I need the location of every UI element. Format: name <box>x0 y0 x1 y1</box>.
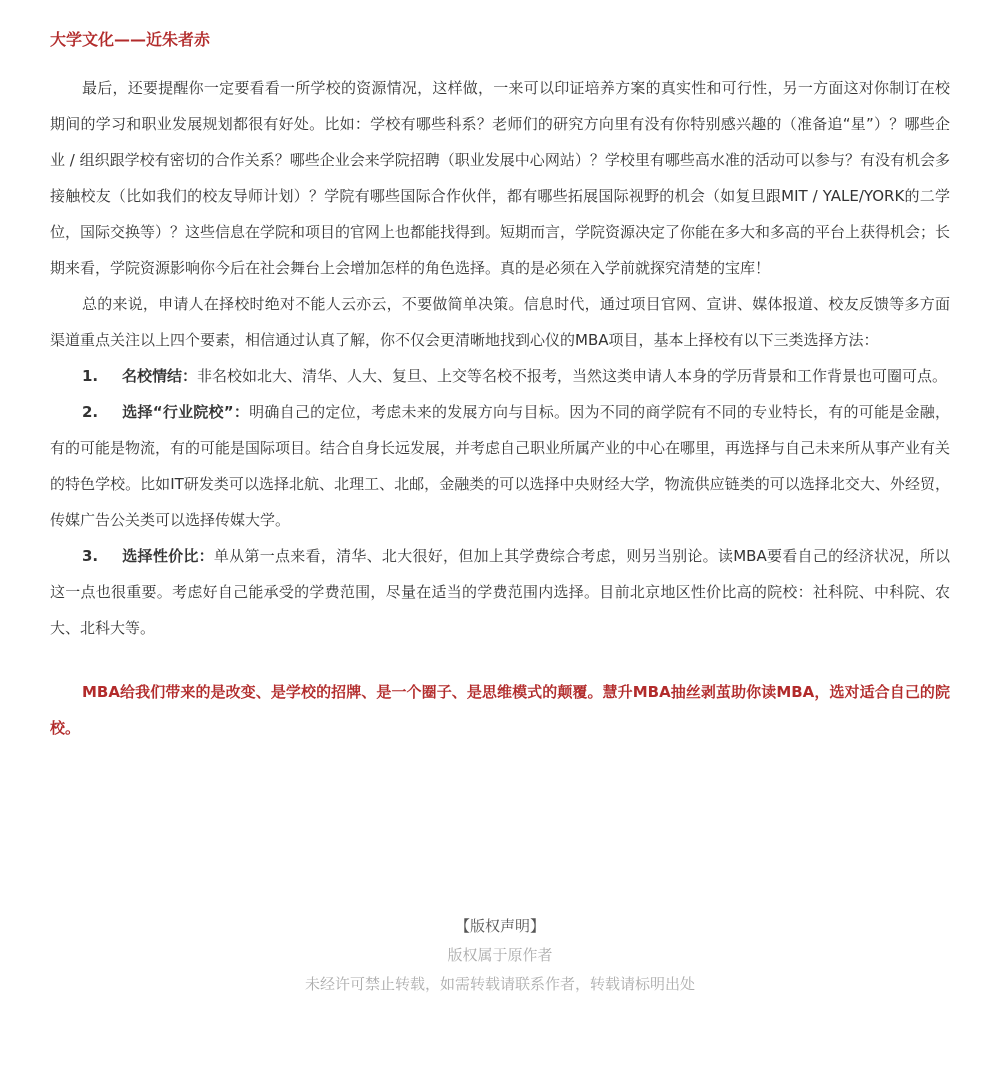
highlight-statement: MBA给我们带来的是改变、是学校的招牌、是一个圈子、是思维模式的颠覆。慧升MBA抽丝剥茧助你读MBA，选对适合自己的院校。 <box>50 683 950 737</box>
list-number: 2. <box>82 403 99 421</box>
paragraph-summary: 总的来说，申请人在择校时绝对不能人云亦云，不要做简单决策。信息时代，通过项目官网、宣讲、媒体报道、校友反馈等多方面渠道重点关注以上四个要素，相信通过认真了解，你不仅会更清晰地找到心仪的MBA项目，基本上择校有以下三类选择方法： <box>50 295 950 349</box>
list-item <box>50 358 950 394</box>
section-title: 大学文化——近朱者赤 <box>50 30 211 49</box>
paragraph-resources: 最后，还要提醒你一定要看看一所学校的资源情况，这样做，一来可以印证培养方案的真实性和可行性，另一方面这对你制订在校期间的学习和职业发展规划都很有好处。比如：学校有哪些科系？老师们的研究方向里有没有你特别感兴趣的（准备追“星”）？哪些企业 / 组织跟学校有密切的合作关系？哪些企业会来学院招聘（职业发展中心网站）？学校里有哪些高水准的活动可以参与？有没有机会多接触校友（比如我们的校友导师计划）？学院有哪些国际合作伙伴，都有哪些拓展国际视野的机会（如复旦跟MIT / YALE/YORK的二学位，国际交换等）？这些信息在学院和项目的官网上也都能找得到。短期而言，学院资源决定了你能在多大和多高的平台上获得机会；长期来看，学院资源影响你今后在社会舞台上会增加怎样的角色选择。真的是必须在入学前就探究清楚的宝库！ <box>50 79 951 277</box>
list-item <box>50 394 950 538</box>
list-text: 单从第一点来看，清华、北大很好，但加上其学费综合考虑，则另当别论。读MBA要看自己的经济状况，所以这一点也很重要。考虑好自己能承受的学费范围，尽量在适当的学费范围内选择。目前北京地区性价比高的院校：社科院、中科院、农大、北科大等。 <box>50 547 950 637</box>
copyright-owner: 版权属于原作者 <box>447 946 553 964</box>
list-label: 选择“行业院校”： <box>122 403 250 421</box>
copyright-notice <box>0 912 1000 999</box>
list-label: 名校情结： <box>122 367 198 385</box>
list-label: 选择性价比： <box>122 547 214 565</box>
copyright-restriction: 未经许可禁止转载，如需转载请联系作者，转载请标明出处 <box>304 975 695 993</box>
list-text: 明确自己的定位，考虑未来的发展方向与目标。因为不同的商学院有不同的专业特长，有的可能是金融，有的可能是物流，有的可能是国际项目。结合自身长远发展，并考虑自己职业所属产业的中心在哪里，再选择与自己未来所从事产业有关的特色学校。比如IT研发类可以选择北航、北理工、北邮，金融类的可以选择中央财经大学，物流供应链类的可以选择北交大、外经贸，传媒广告公关类可以选择传媒大学。 <box>50 403 951 529</box>
copyright-title: 【版权声明】 <box>454 917 545 935</box>
list-number: 3. <box>82 547 99 565</box>
list-number: 1. <box>82 367 99 385</box>
list-item <box>50 538 950 646</box>
list-text: 非名校如北大、清华、人大、复旦、上交等名校不报考，当然这类申请人本身的学历背景和工作背景也可圈可点。 <box>197 367 948 385</box>
